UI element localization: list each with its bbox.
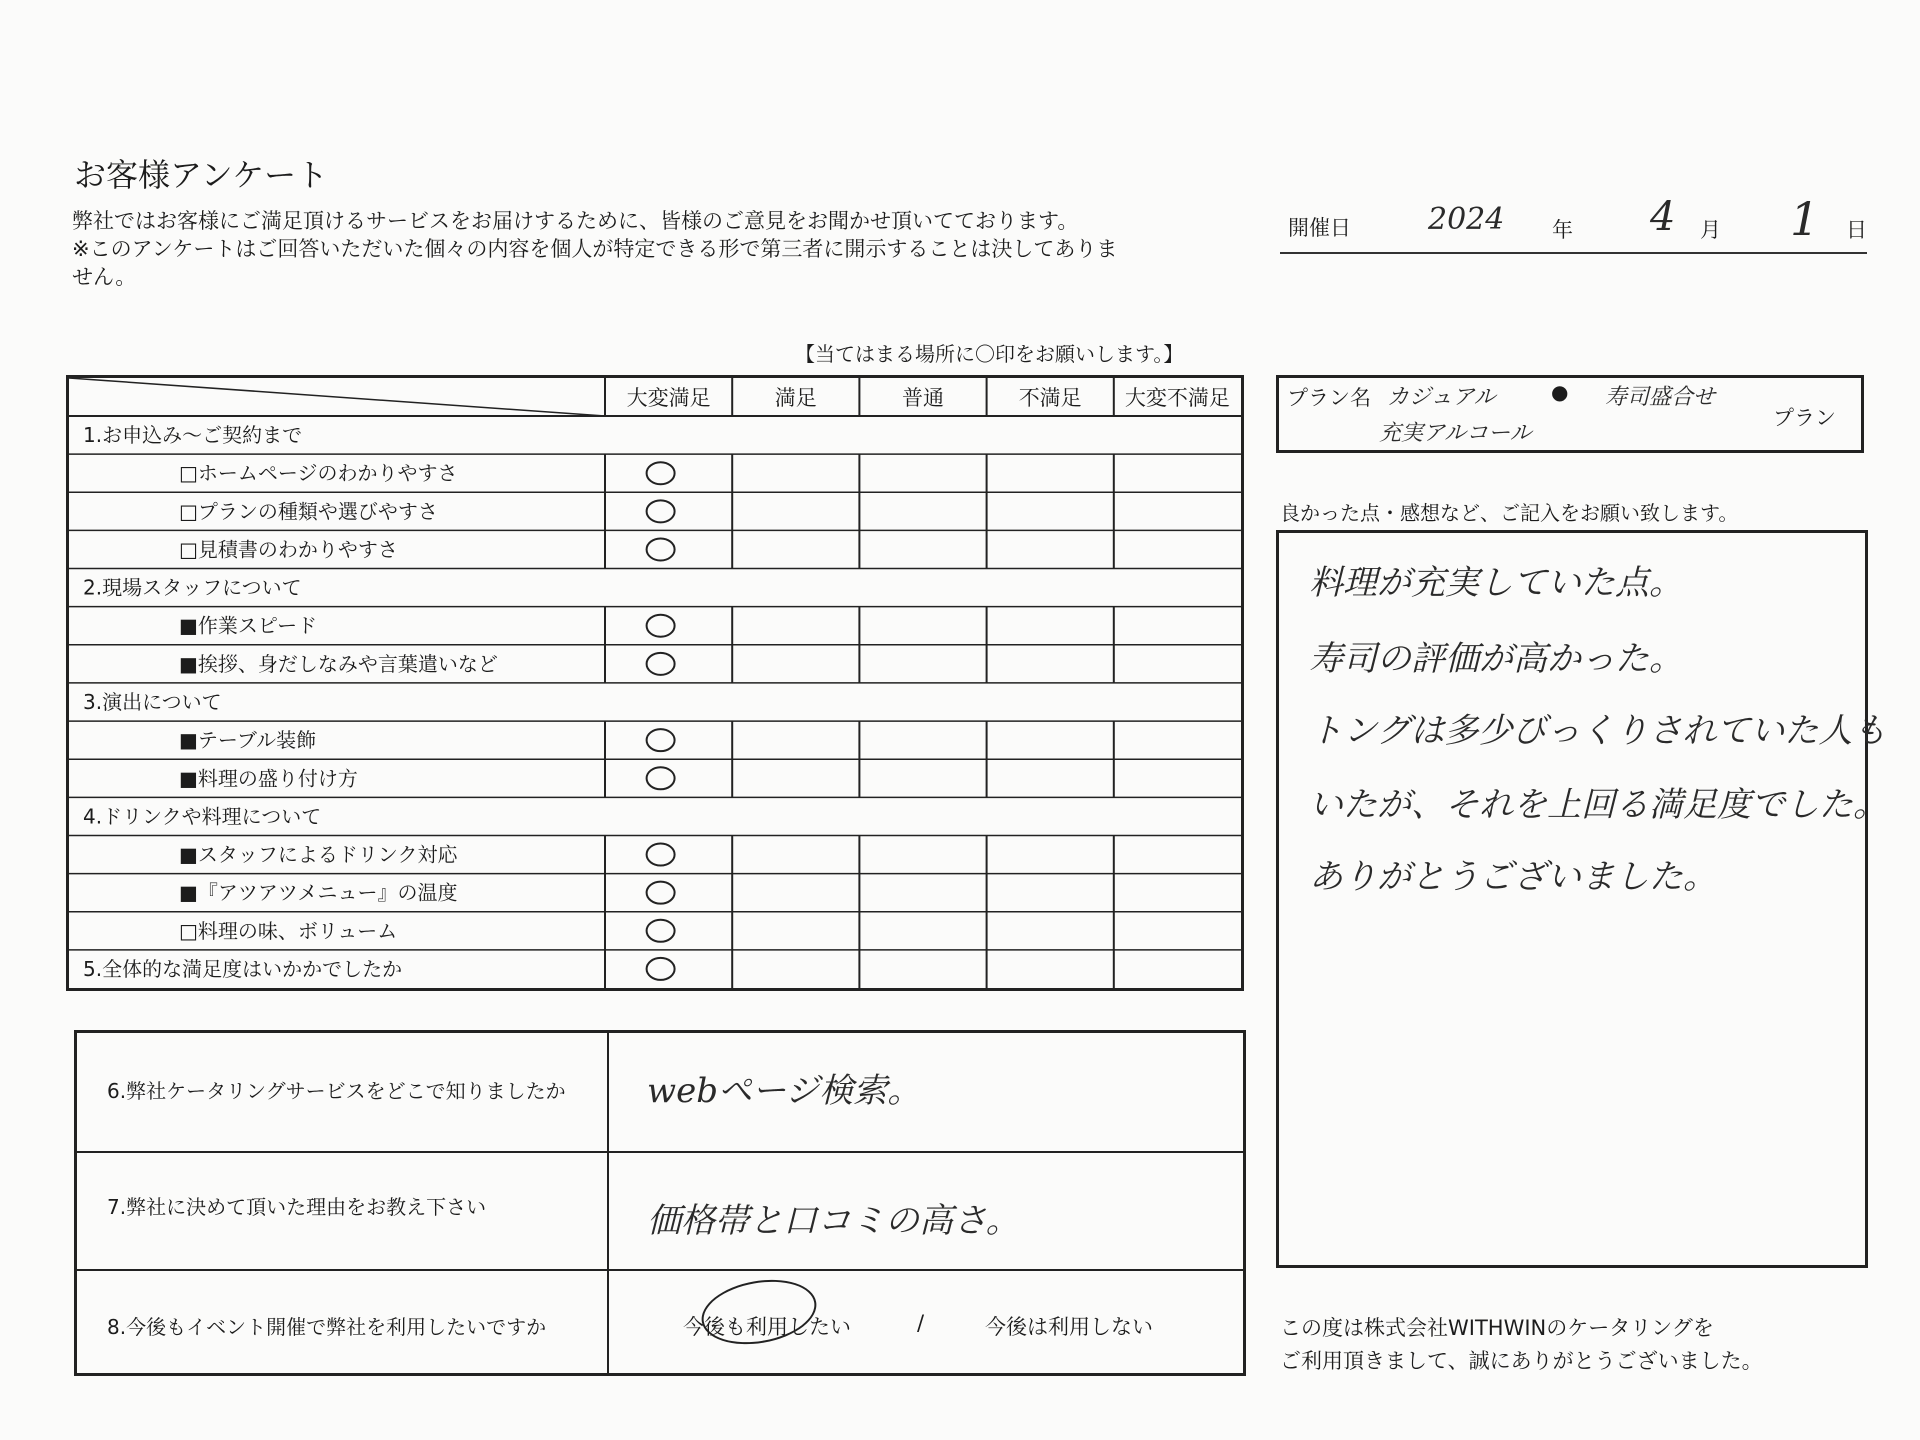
rating-mark-circle bbox=[647, 920, 675, 942]
question-label: 6.弊社ケータリングサービスをどこで知りましたか bbox=[107, 1079, 566, 1103]
rating-mark-circle bbox=[647, 844, 675, 866]
plan-label: プラン名 bbox=[1287, 386, 1371, 410]
comment-line: いたが、それを上回る満足度でした。 bbox=[1309, 785, 1887, 825]
question-table bbox=[74, 1030, 1246, 1376]
option-will-not-use[interactable]: 今後は利用しない bbox=[985, 1315, 1153, 1339]
question-label: □見積書のわかりやすさ bbox=[179, 537, 398, 562]
overall-question-label: 5.全体的な満足度はいかかでしたか bbox=[83, 956, 403, 981]
answer-source[interactable]: webページ検索。 bbox=[647, 1071, 922, 1111]
rating-mark-circle bbox=[647, 729, 675, 751]
rating-table bbox=[66, 375, 1244, 991]
date-year-unit: 年 bbox=[1552, 218, 1573, 242]
question-row-7 bbox=[77, 1151, 1243, 1269]
question-label: ■『アツアツメニュー』の温度 bbox=[179, 880, 458, 905]
thank-you-line: ご利用頂きまして、誠にありがとうございました。 bbox=[1280, 1349, 1763, 1373]
question-label: 8.今後もイベント開催で弊社を利用したいですか bbox=[107, 1315, 547, 1339]
section-label: 1.お申込み～ご契約まで bbox=[83, 423, 303, 448]
date-day-unit: 日 bbox=[1846, 218, 1867, 242]
date-year: 2024 bbox=[1428, 202, 1505, 237]
question-label: □ホームページのわかりやすさ bbox=[179, 461, 458, 486]
intro-line: せん。 bbox=[72, 265, 137, 289]
rating-instruction: 【当てはまる場所に〇印をお願いします。】 bbox=[795, 342, 1184, 366]
date-month: 4 bbox=[1650, 194, 1676, 240]
plan-name-box[interactable] bbox=[1276, 375, 1864, 453]
plan-bullet: ● bbox=[1551, 380, 1569, 404]
question-label: □料理の味、ボリューム bbox=[179, 918, 398, 943]
date-label: 開催日 bbox=[1288, 216, 1351, 240]
question-label: ■スタッフによるドリンク対応 bbox=[179, 842, 458, 867]
rating-mark-circle bbox=[647, 615, 675, 637]
rating-mark-circle bbox=[647, 653, 675, 675]
section-label: 2.現場スタッフについて bbox=[83, 575, 302, 600]
plan-value-alcohol: 充実アルコール bbox=[1379, 421, 1532, 446]
column-header: 不満足 bbox=[1018, 386, 1082, 410]
thank-you-line: この度は株式会社WITHWINのケータリングを bbox=[1280, 1316, 1714, 1340]
comment-line: トングは多少びっくりされていた人も bbox=[1309, 711, 1887, 751]
question-row-6 bbox=[77, 1033, 1243, 1151]
date-day: 1 bbox=[1790, 192, 1820, 246]
column-header: 普通 bbox=[902, 386, 944, 410]
question-label: □プランの種類や選びやすさ bbox=[179, 499, 438, 524]
column-header: 大変満足 bbox=[626, 386, 711, 410]
column-header: 満足 bbox=[774, 386, 817, 410]
intro-text bbox=[72, 207, 1232, 291]
rating-mark-circle bbox=[647, 500, 675, 522]
answer-reason[interactable]: 価格帯と口コミの高さ。 bbox=[647, 1201, 1020, 1241]
comment-line: 寿司の評価が高かった。 bbox=[1309, 639, 1683, 679]
column-header: 大変不満足 bbox=[1124, 386, 1230, 410]
intro-line: ※このアンケートはご回答いただいた個々の内容を個人が特定できる形で第三者に開示することは決してありま bbox=[72, 237, 1118, 261]
header-diagonal bbox=[69, 378, 605, 416]
question-label: 7.弊社に決めて頂いた理由をお教え下さい bbox=[107, 1195, 487, 1219]
plan-value-casual: カジュアル bbox=[1387, 385, 1496, 410]
question-label: ■作業スピード bbox=[179, 613, 318, 638]
question-label: ■テーブル装飾 bbox=[179, 728, 317, 753]
event-date-field[interactable] bbox=[1280, 192, 1867, 254]
comments-label: 良かった点・感想など、ご記入をお願い致します。 bbox=[1280, 501, 1739, 525]
rating-mark-circle bbox=[647, 462, 675, 484]
rating-grid bbox=[69, 378, 1241, 988]
thank-you-note bbox=[1280, 1312, 1763, 1378]
option-separator: / bbox=[917, 1311, 925, 1335]
survey-title: お客様アンケート bbox=[74, 156, 329, 194]
comment-line: 料理が充実していた点。 bbox=[1309, 563, 1683, 603]
rating-mark-circle bbox=[647, 767, 675, 789]
rating-mark-circle bbox=[647, 958, 675, 980]
rating-mark-circle bbox=[647, 882, 675, 904]
section-label: 3.演出について bbox=[83, 690, 222, 714]
question-label: ■挨拶、身だしなみや言葉遣いなど bbox=[179, 651, 498, 676]
plan-value-sushi: 寿司盛合せ bbox=[1605, 385, 1716, 410]
comment-line: ありがとうございました。 bbox=[1309, 857, 1717, 897]
question-row-8 bbox=[77, 1269, 1243, 1373]
option-will-use[interactable]: 今後も利用したい bbox=[683, 1315, 851, 1339]
plan-suffix: プラン bbox=[1773, 406, 1836, 430]
comments-box[interactable] bbox=[1276, 530, 1887, 1268]
date-month-unit: 月 bbox=[1700, 218, 1721, 242]
rating-mark-circle bbox=[647, 538, 675, 560]
question-label: ■料理の盛り付け方 bbox=[179, 766, 358, 791]
section-label: 4.ドリンクや料理について bbox=[83, 804, 322, 829]
intro-line: 弊社ではお客様にご満足頂けるサービスをお届けするために、皆様のご意見をお聞かせ頂いてております。 bbox=[72, 209, 1079, 233]
